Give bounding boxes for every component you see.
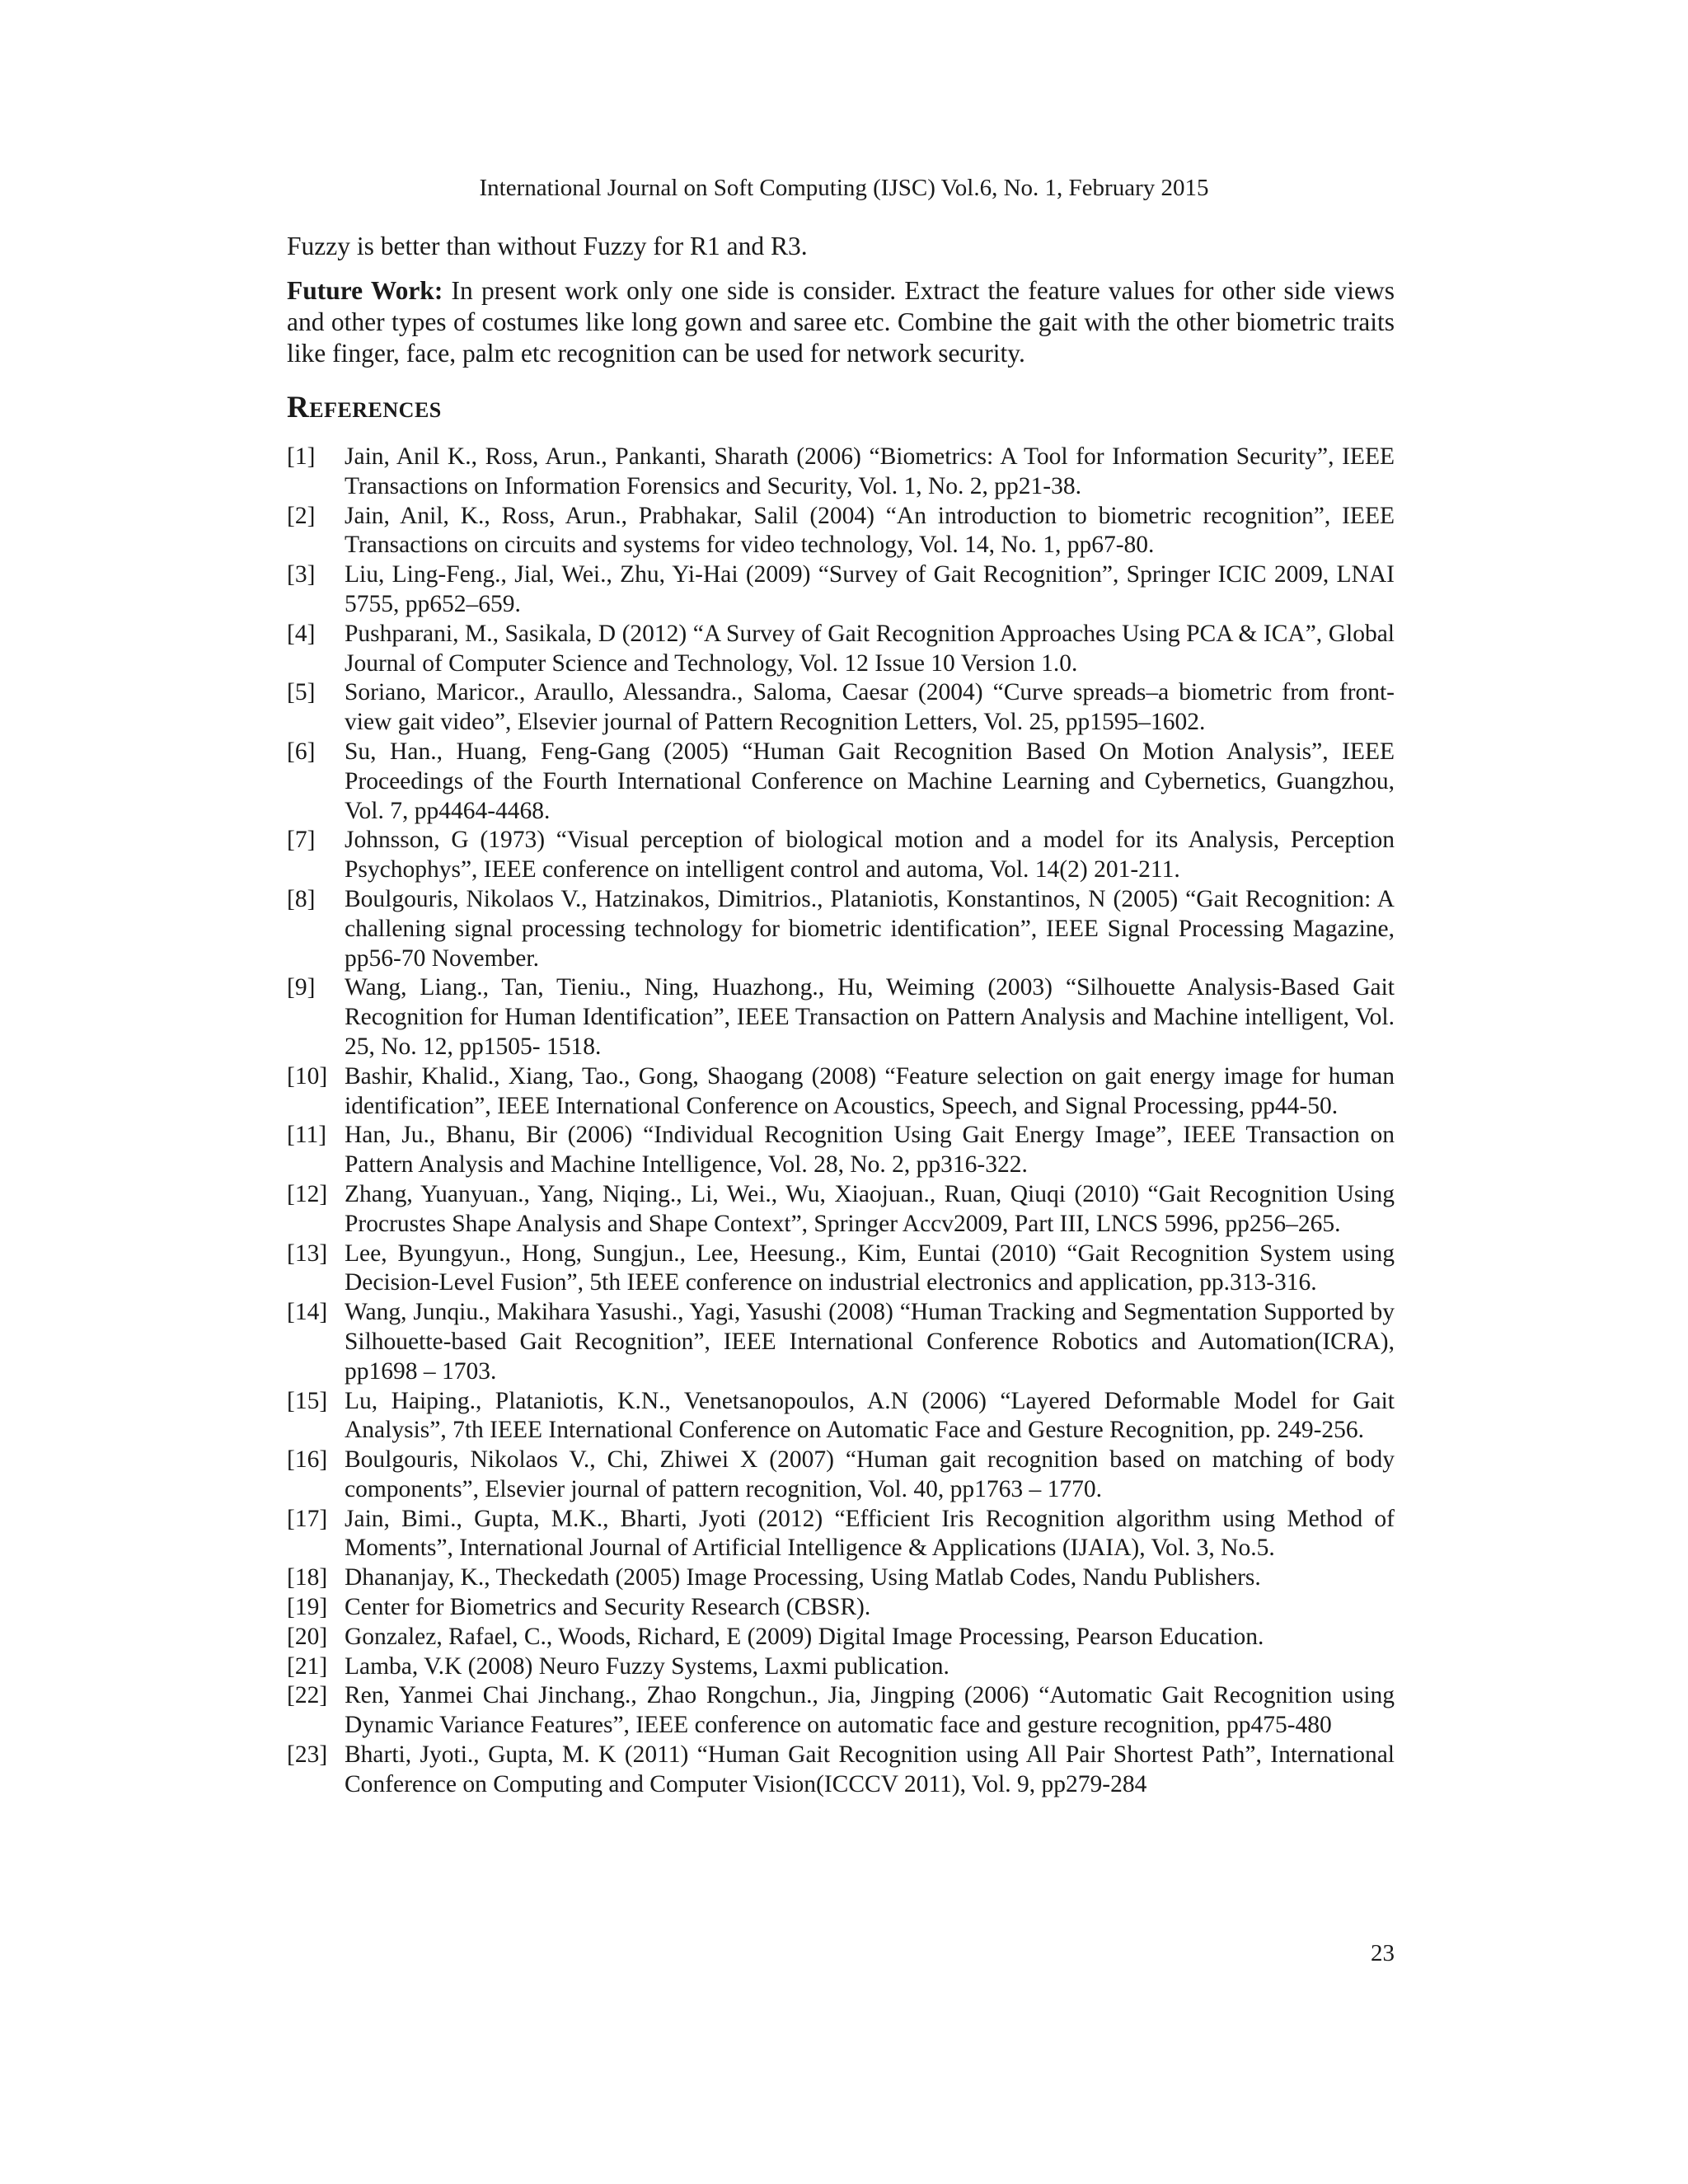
reference-number: [5]: [287, 679, 316, 706]
reference-number: [4]: [287, 620, 316, 647]
references-list: [287, 443, 1395, 1800]
reference-item: [287, 1387, 1395, 1446]
reference-number: [22]: [287, 1682, 328, 1709]
reference-number: [16]: [287, 1446, 328, 1474]
reference-item: [287, 1121, 1395, 1180]
reference-item: [287, 826, 1395, 885]
reference-text: Boulgouris, Nikolaos V., Chi, Zhiwei X (2007) “Human gait recognition based on matching of body components”, Elsevier journal of pattern recognition, Vol. 40, pp1763 – 1770.: [345, 1446, 1395, 1502]
reference-text: Ren, Yanmei Chai Jinchang., Zhao Rongchun., Jia, Jingping (2006) “Automatic Gait Recognition using Dynamic Variance Features”, IEEE conference on automatic face and gesture recognition, pp475-480: [345, 1682, 1395, 1739]
reference-number: [11]: [287, 1122, 327, 1149]
reference-number: [8]: [287, 885, 316, 912]
reference-number: [18]: [287, 1564, 328, 1591]
reference-item: [287, 1240, 1395, 1299]
reference-text: Bharti, Jyoti., Gupta, M. K (2011) “Human Gait Recognition using All Pair Shortest Path”, International Conference on Computing and Computer Vision(ICCCV 2011), Vol. 9, pp279-284: [345, 1741, 1395, 1797]
reference-number: [21]: [287, 1652, 328, 1680]
reference-item: [287, 502, 1395, 561]
reference-text: Bashir, Khalid., Xiang, Tao., Gong, Shaogang (2008) “Feature selection on gait energy image for human identification”, IEEE International Conference on Acoustics, Speech, and Signal Processing, pp44-50.: [345, 1062, 1395, 1119]
reference-item: [287, 1623, 1395, 1652]
reference-item: [287, 1505, 1395, 1564]
page-content: [287, 231, 1395, 1800]
reference-item: [287, 443, 1395, 502]
reference-text: Soriano, Maricor., Araullo, Alessandra., Saloma, Caesar (2004) “Curve spreads–a biometric from front-view gait video”, Elsevier journal of Pattern Recognition Letters, Vol. 25, pp1595–1602.: [345, 679, 1395, 736]
reference-text: Jain, Bimi., Gupta, M.K., Bharti, Jyoti (2012) “Efficient Iris Recognition algorithm using Method of Moments”, International Journal of Artificial Intelligence & Applications (IJAIA), Vol. 3, No.5.: [345, 1505, 1395, 1562]
reference-number: [23]: [287, 1741, 328, 1769]
reference-item: [287, 973, 1395, 1062]
reference-text: Boulgouris, Nikolaos V., Hatzinakos, Dimitrios., Plataniotis, Konstantinos, N (2005) “Gait Recognition: A challening signal processing technology for biometric identification”, IEEE Signal Processing Magazine, pp56-70 November.: [345, 885, 1395, 972]
reference-text: Su, Han., Huang, Feng-Gang (2005) “Human Gait Recognition Based On Motion Analysis”, IEEE Proceedings of the Fourth International Conference on Machine Learning and Cybernetics, Guangzhou, Vol. 7, pp4464-4468.: [345, 738, 1395, 824]
reference-number: [3]: [287, 561, 316, 588]
reference-item: [287, 885, 1395, 973]
reference-item: [287, 1741, 1395, 1800]
references-heading: References: [287, 391, 442, 424]
reference-text: Lee, Byungyun., Hong, Sungjun., Lee, Heesung., Kim, Euntai (2010) “Gait Recognition System using Decision-Level Fusion”, 5th IEEE conference on industrial electronics and application, pp.313-316.: [345, 1240, 1395, 1296]
reference-text: Jain, Anil, K., Ross, Arun., Prabhakar, Salil (2004) “An introduction to biometric recognition”, IEEE Transactions on circuits and systems for video technology, Vol. 14, No. 1, pp67-80.: [345, 502, 1395, 559]
reference-item: [287, 1681, 1395, 1741]
reference-item: [287, 1180, 1395, 1240]
reference-number: [12]: [287, 1180, 328, 1207]
reference-number: [13]: [287, 1240, 328, 1267]
reference-text: Pushparani, M., Sasikala, D (2012) “A Survey of Gait Recognition Approaches Using PCA & ICA”, Global Journal of Computer Science and Technology, Vol. 12 Issue 10 Version 1.0.: [345, 620, 1395, 677]
reference-text: Lu, Haiping., Plataniotis, K.N., Venetsanopoulos, A.N (2006) “Layered Deformable Model for Gait Analysis”, 7th IEEE International Conference on Automatic Face and Gesture Recognition, pp. 249-256.: [345, 1387, 1395, 1444]
reference-number: [7]: [287, 827, 316, 854]
reference-text: Center for Biometrics and Security Research (CBSR).: [345, 1594, 871, 1621]
running-header: International Journal on Soft Computing (IJSC) Vol.6, No. 1, February 2015: [479, 175, 1209, 201]
reference-item: [287, 1446, 1395, 1505]
reference-item: [287, 620, 1395, 679]
reference-item: [287, 738, 1395, 826]
reference-number: [2]: [287, 502, 316, 529]
reference-text: Jain, Anil K., Ross, Arun., Pankanti, Sharath (2006) “Biometrics: A Tool for Information Security”, IEEE Transactions on Information Forensics and Security, Vol. 1, No. 2, pp21-38.: [345, 443, 1395, 499]
reference-item: [287, 1563, 1395, 1593]
reference-text: Wang, Liang., Tan, Tieniu., Ning, Huazhong., Hu, Weiming (2003) “Silhouette Analysis-Based Gait Recognition for Human Identification”, IEEE Transaction on Pattern Analysis and Machine intelligent, Vol. 25, No. 12, pp1505- 1518.: [345, 974, 1395, 1060]
reference-text: Johnsson, G (1973) “Visual perception of biological motion and a model for its Analysis, Perception Psychophys”, IEEE conference on intelligent control and automa, Vol. 14(2) 201-211.: [345, 827, 1395, 883]
future-work-paragraph: [287, 275, 1395, 369]
reference-text: Lamba, V.K (2008) Neuro Fuzzy Systems, Laxmi publication.: [345, 1652, 950, 1680]
reference-item: [287, 1298, 1395, 1386]
reference-item: [287, 1593, 1395, 1623]
reference-number: [1]: [287, 443, 316, 470]
reference-number: [20]: [287, 1623, 328, 1650]
reference-number: [9]: [287, 974, 316, 1001]
reference-text: Han, Ju., Bhanu, Bir (2006) “Individual Recognition Using Gait Energy Image”, IEEE Transaction on Pattern Analysis and Machine Intelligence, Vol. 28, No. 2, pp316-322.: [345, 1122, 1395, 1179]
future-work-text: In present work only one side is consider. Extract the feature values for other side views and other types of costumes like long gown and saree etc. Combine the gait with the other biometric traits like finger, face, palm etc recognition can be used for network security.: [287, 276, 1395, 368]
reference-number: [6]: [287, 738, 316, 765]
reference-item: [287, 678, 1395, 738]
reference-number: [10]: [287, 1062, 328, 1090]
reference-text: Gonzalez, Rafael, C., Woods, Richard, E (2009) Digital Image Processing, Pearson Education.: [345, 1623, 1264, 1650]
reference-item: [287, 1062, 1395, 1122]
reference-text: Liu, Ling-Feng., Jial, Wei., Zhu, Yi-Hai (2009) “Survey of Gait Recognition”, Springer ICIC 2009, LNAI 5755, pp652–659.: [345, 561, 1395, 617]
reference-number: [17]: [287, 1505, 328, 1532]
reference-item: [287, 560, 1395, 620]
reference-text: Wang, Junqiu., Makihara Yasushi., Yagi, Yasushi (2008) “Human Tracking and Segmentation Supported by Silhouette-based Gait Recognition”, IEEE International Conference Robotics and Automation(ICRA), pp1698 – 1703.: [345, 1299, 1395, 1385]
intro-line: Fuzzy is better than without Fuzzy for R1 and R3.: [287, 232, 808, 260]
reference-item: [287, 1652, 1395, 1682]
reference-number: [19]: [287, 1594, 328, 1621]
reference-number: [14]: [287, 1299, 328, 1326]
reference-text: Zhang, Yuanyuan., Yang, Niqing., Li, Wei., Wu, Xiaojuan., Ruan, Qiuqi (2010) “Gait Recognition Using Procrustes Shape Analysis and Shape Context”, Springer Accv2009, Part III, LNCS 5996, pp256–265.: [345, 1180, 1395, 1237]
page-number: 23: [1371, 1940, 1395, 1966]
reference-number: [15]: [287, 1387, 328, 1414]
future-work-label: Future Work:: [287, 276, 443, 305]
reference-text: Dhananjay, K., Theckedath (2005) Image Processing, Using Matlab Codes, Nandu Publishers.: [345, 1564, 1261, 1591]
